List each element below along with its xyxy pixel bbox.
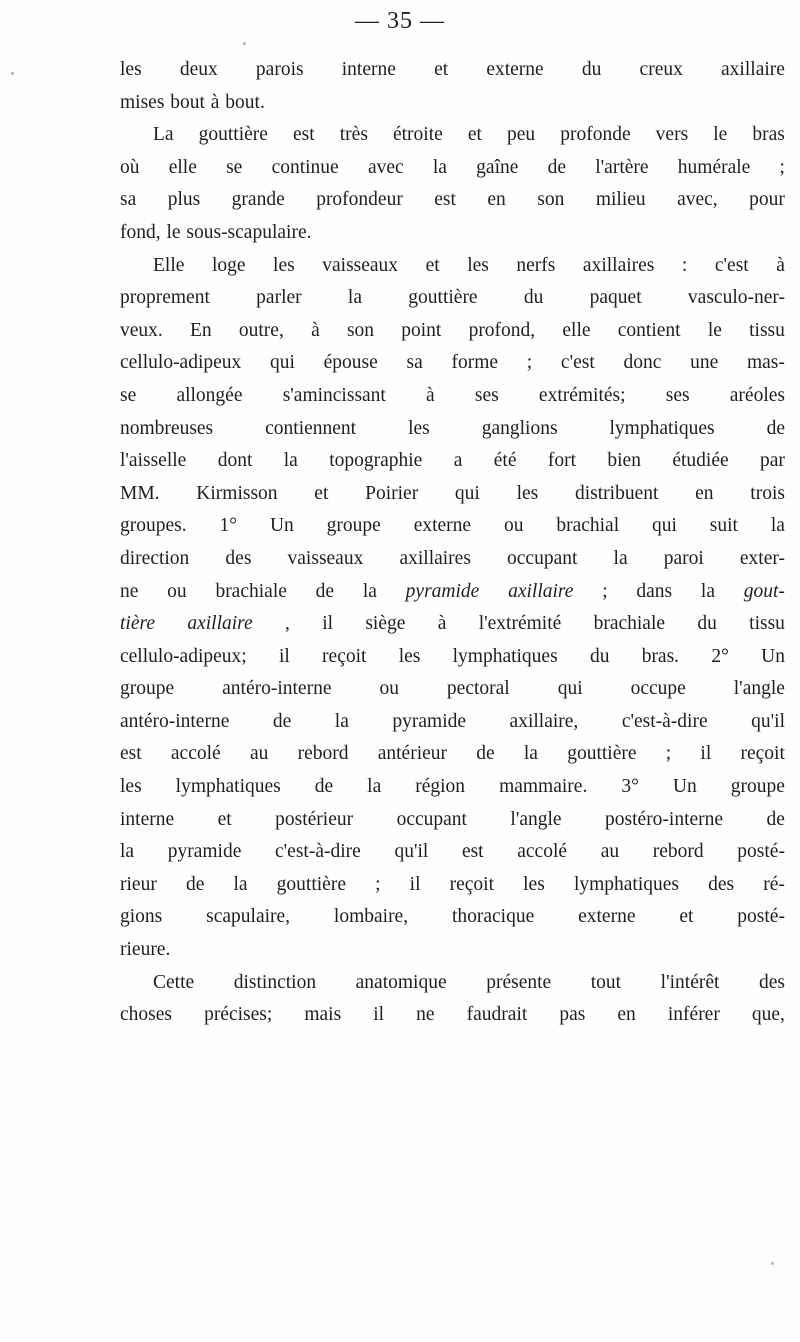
text-line: [120, 217, 785, 250]
word: mais: [304, 1004, 342, 1026]
word: gouttière: [408, 287, 478, 309]
word: se: [226, 156, 243, 178]
word: [187, 608, 252, 641]
text-line: [120, 119, 785, 152]
word: étudiée: [672, 450, 729, 472]
word: allongée: [176, 384, 243, 406]
word: été: [493, 450, 517, 472]
word: la: [367, 776, 382, 798]
word: peu: [506, 124, 536, 146]
word: Elle: [153, 254, 185, 276]
word: l'artère: [595, 156, 649, 178]
text-line: [120, 608, 785, 641]
word: ;: [665, 743, 672, 765]
text-line: [120, 478, 785, 511]
word: ,: [285, 613, 290, 635]
text-line: [120, 543, 785, 576]
word: reçoit: [740, 743, 785, 765]
word: très: [339, 124, 368, 146]
word: de: [272, 710, 292, 732]
word: bout.: [225, 91, 265, 113]
word: contient: [617, 319, 681, 341]
word: qui: [454, 482, 480, 504]
word: externe: [413, 515, 472, 537]
word: la: [233, 873, 248, 895]
word: lymphatiques: [452, 645, 558, 667]
word: et: [217, 808, 232, 830]
word: bras.: [641, 645, 680, 667]
word: les: [516, 482, 539, 504]
word: à: [437, 613, 447, 635]
word: de: [185, 873, 205, 895]
word: reçoit: [449, 873, 495, 895]
word: des: [708, 873, 735, 895]
word: axillaire,: [509, 710, 579, 732]
word: où: [120, 156, 140, 178]
word: siège: [365, 613, 406, 635]
word: le: [166, 221, 181, 243]
word: gaîne: [476, 156, 519, 178]
word: 3°: [621, 776, 639, 798]
word: ;: [779, 156, 785, 178]
word: accolé: [170, 743, 221, 765]
text-line: [120, 282, 785, 315]
word: tissu: [749, 613, 785, 635]
word: bien: [607, 450, 641, 472]
word: rieure.: [120, 939, 171, 961]
word: il: [373, 1004, 385, 1026]
word: les: [120, 59, 142, 80]
word: lombaire,: [333, 906, 409, 928]
word: Un: [761, 645, 785, 667]
word: distribuent: [574, 482, 659, 504]
word: mammaire.: [499, 776, 588, 798]
word: rebord: [297, 743, 349, 765]
text-line: [120, 315, 785, 348]
word: ou: [167, 580, 187, 602]
word: veux.: [120, 319, 163, 341]
word: anatomique: [355, 971, 447, 993]
word: du: [697, 613, 717, 635]
word: humérale: [677, 156, 751, 178]
word: externe: [578, 906, 636, 928]
word: la: [432, 156, 447, 178]
word: la: [613, 547, 628, 569]
word: région: [415, 776, 466, 798]
word: est: [461, 841, 484, 863]
word: de: [766, 808, 785, 830]
word: il: [278, 645, 290, 667]
word: paquet: [589, 287, 642, 309]
word: et: [679, 906, 694, 928]
word: ne: [120, 580, 139, 602]
word: bras: [752, 124, 785, 146]
word: posté-: [737, 841, 785, 863]
word: à: [311, 319, 320, 341]
word: de: [766, 417, 785, 439]
word: pectoral: [446, 678, 510, 700]
word: antéro-interne: [222, 678, 332, 700]
word: axillaires: [399, 547, 471, 569]
word: nerfs: [516, 254, 556, 276]
word: interne: [341, 59, 396, 80]
word: brachiale: [215, 580, 287, 602]
word: son: [537, 189, 565, 211]
word: La: [153, 124, 174, 146]
word: le: [707, 319, 722, 341]
text-line: [120, 510, 785, 543]
word: dont: [217, 450, 253, 472]
text-line: [120, 999, 785, 1032]
word: [508, 576, 573, 609]
word: du: [523, 287, 544, 309]
italic-term: tière: [120, 613, 156, 635]
word: avec,: [677, 189, 718, 211]
word: en: [487, 189, 506, 211]
word: bout: [170, 91, 205, 113]
text-line: [120, 54, 785, 87]
word: parois: [255, 59, 304, 80]
word: Poirier: [365, 482, 419, 504]
word: nombreuses: [120, 417, 214, 439]
word: occupant: [507, 547, 578, 569]
text-line: [120, 869, 785, 902]
word: vaisseaux: [287, 547, 364, 569]
word: extrémités;: [538, 384, 626, 406]
word: avec: [367, 156, 404, 178]
word: brachial: [556, 515, 620, 537]
word: il: [409, 873, 421, 895]
word: donc: [623, 352, 662, 374]
word: ganglions: [481, 417, 558, 439]
text-line: [120, 641, 785, 674]
italic-term: axillaire: [508, 580, 574, 602]
word: le: [713, 124, 728, 146]
word: se: [120, 384, 137, 406]
word: au: [600, 841, 620, 863]
word: point: [401, 319, 442, 341]
word: groupe: [730, 776, 785, 798]
word: lymphatiques: [175, 776, 281, 798]
word: s'amincissant: [282, 384, 386, 406]
word: trois: [750, 482, 785, 504]
word: à: [426, 384, 435, 406]
word: Kirmisson: [196, 482, 278, 504]
word: présente: [486, 971, 552, 993]
word: du: [589, 645, 610, 667]
word: son: [346, 319, 375, 341]
word: gouttière: [198, 124, 268, 146]
word: du: [581, 59, 602, 80]
word: qui: [270, 352, 295, 374]
word: accolé: [517, 841, 568, 863]
word: et: [434, 59, 449, 80]
paper-speck: [11, 72, 14, 75]
word: c'est: [560, 352, 595, 374]
word: pyramide: [167, 841, 242, 863]
word: topographie: [329, 450, 423, 472]
word: distinction: [233, 971, 317, 993]
word: ses: [474, 384, 499, 406]
word: pour: [749, 189, 785, 211]
word: deux: [179, 59, 218, 80]
text-line: [120, 184, 785, 217]
word: antéro-interne: [120, 710, 230, 732]
word: ou: [503, 515, 524, 537]
text-line: [120, 706, 785, 739]
word: des: [759, 971, 785, 993]
word: postéro-interne: [605, 808, 724, 830]
word: de: [314, 776, 334, 798]
word: groupes.: [120, 515, 187, 537]
word: c'est-à-dire: [275, 841, 361, 863]
word: cellulo-adipeux: [120, 352, 242, 374]
text-line: [120, 771, 785, 804]
italic-term: pyramide: [405, 580, 480, 602]
word: groupe: [120, 678, 175, 700]
word: profonde: [560, 124, 631, 146]
word: ne: [416, 1004, 435, 1026]
word: parler: [256, 287, 302, 309]
word: en: [695, 482, 714, 504]
word: choses: [120, 1004, 172, 1026]
word: antérieur: [377, 743, 448, 765]
text-line: [120, 250, 785, 283]
word: tissu: [749, 319, 785, 341]
word: est: [293, 124, 315, 146]
word: lymphatiques: [573, 873, 680, 895]
word: loge: [211, 254, 246, 276]
word: ou: [379, 678, 399, 700]
word: c'est-à-dire: [621, 710, 708, 732]
word: est: [120, 743, 142, 765]
word: occupant: [396, 808, 467, 830]
word: lymphatiques: [609, 417, 715, 439]
word: direction: [120, 547, 190, 569]
word: que,: [751, 1004, 785, 1026]
word: groupe: [326, 515, 381, 537]
word: vaisseaux: [322, 254, 399, 276]
word: est: [434, 189, 456, 211]
word: forme: [451, 352, 499, 374]
word: axillaire: [721, 59, 785, 80]
text-line: [120, 87, 785, 120]
word: à: [776, 254, 785, 276]
word: [744, 576, 785, 609]
word: l'extrémité: [478, 613, 562, 635]
text-line: [120, 380, 785, 413]
word: inférer: [667, 1004, 720, 1026]
italic-term: gout-: [743, 580, 785, 602]
word: la: [120, 841, 135, 863]
text-line: [120, 152, 785, 185]
text-line: [120, 576, 785, 609]
italic-term: axillaire: [187, 613, 253, 635]
word: par: [760, 450, 785, 472]
word: postérieur: [275, 808, 354, 830]
word: la: [283, 450, 298, 472]
word: à: [210, 91, 220, 113]
word: de: [315, 580, 335, 602]
word: reçoit: [322, 645, 367, 667]
word: vers: [655, 124, 689, 146]
word: dans: [636, 580, 673, 602]
word: rieur: [120, 873, 157, 895]
text-line: [120, 445, 785, 478]
word: Un: [269, 515, 294, 537]
word: cellulo-adipeux;: [120, 645, 247, 667]
word: l'angle: [510, 808, 562, 830]
word: sa: [120, 189, 137, 211]
word: pas: [559, 1004, 586, 1026]
word: [406, 576, 480, 609]
word: gouttière: [276, 873, 346, 895]
word: ;: [602, 580, 608, 602]
word: ses: [665, 384, 690, 406]
word: brachiale: [593, 613, 666, 635]
word: MM.: [120, 482, 160, 504]
word: des: [225, 547, 252, 569]
word: axillaires: [582, 254, 655, 276]
word: milieu: [595, 189, 646, 211]
page-number: — 35 —: [355, 8, 445, 34]
word: la: [347, 287, 362, 309]
word: épouse: [323, 352, 378, 374]
text-line: [120, 413, 785, 446]
word: :: [681, 254, 688, 276]
body-text: [120, 54, 785, 1032]
word: suit: [709, 515, 738, 537]
word: les: [398, 645, 421, 667]
paper-speck: [243, 42, 246, 45]
word: continue: [271, 156, 339, 178]
word: la: [362, 580, 377, 602]
word: [120, 608, 155, 641]
word: et: [314, 482, 329, 504]
word: 1°: [219, 515, 238, 537]
word: la: [523, 743, 538, 765]
word: de: [547, 156, 567, 178]
word: tout: [590, 971, 622, 993]
word: Un: [672, 776, 697, 798]
word: elle: [168, 156, 197, 178]
word: la: [700, 580, 715, 602]
word: 2°: [711, 645, 729, 667]
word: il: [322, 613, 334, 635]
text-line: [120, 804, 785, 837]
word: elle: [562, 319, 591, 341]
word: mas-: [746, 352, 785, 374]
paper-speck: [771, 1262, 774, 1265]
word: paroi: [663, 547, 704, 569]
word: posté-: [737, 906, 785, 928]
word: grande: [231, 189, 285, 211]
word: ré-: [763, 873, 785, 895]
word: interne: [120, 808, 175, 830]
text-line: [120, 836, 785, 869]
word: En: [190, 319, 212, 341]
word: en: [617, 1004, 636, 1026]
word: l'intérêt: [660, 971, 720, 993]
word: creux: [639, 59, 683, 80]
word: étroite: [392, 124, 443, 146]
word: les: [273, 254, 295, 276]
word: qui: [557, 678, 583, 700]
word: profond,: [468, 319, 536, 341]
word: faudrait: [466, 1004, 528, 1026]
word: aréoles: [729, 384, 785, 406]
word: les: [523, 873, 545, 895]
word: sous-scapulaire.: [186, 221, 312, 243]
word: occupe: [630, 678, 686, 700]
word: mises: [120, 91, 165, 113]
word: sa: [406, 352, 423, 374]
word: plus: [167, 189, 201, 211]
text-line: [120, 934, 785, 967]
word: proprement: [120, 287, 210, 309]
word: externe: [486, 59, 544, 80]
word: profondeur: [316, 189, 403, 211]
word: gions: [120, 906, 163, 928]
text-line: [120, 901, 785, 934]
word: et: [425, 254, 440, 276]
text-line: [120, 967, 785, 1000]
word: thoracique: [451, 906, 535, 928]
word: de: [476, 743, 495, 765]
word: qu'il: [751, 710, 785, 732]
word: il: [700, 743, 712, 765]
word: l'angle: [733, 678, 785, 700]
word: pyramide: [392, 710, 467, 732]
word: la: [770, 515, 785, 537]
word: une: [690, 352, 719, 374]
word: précises;: [204, 1004, 273, 1026]
word: la: [334, 710, 349, 732]
word: qu'il: [394, 841, 429, 863]
word: ;: [375, 873, 381, 895]
word: c'est: [714, 254, 749, 276]
word: les: [467, 254, 489, 276]
word: les: [408, 417, 430, 439]
word: les: [120, 776, 142, 798]
word: fort: [547, 450, 577, 472]
word: et: [467, 124, 482, 146]
word: qui: [652, 515, 677, 537]
word: fond,: [120, 221, 161, 243]
word: au: [249, 743, 269, 765]
word: ;: [526, 352, 533, 374]
text-line: [120, 673, 785, 706]
word: exter-: [739, 547, 785, 569]
word: a: [453, 450, 463, 472]
word: gouttière: [567, 743, 637, 765]
word: Cette: [153, 971, 195, 993]
word: vasculo-ner-: [687, 287, 785, 309]
word: scapulaire,: [206, 906, 291, 928]
text-line: [120, 738, 785, 771]
word: outre,: [238, 319, 284, 341]
word: rebord: [652, 841, 704, 863]
text-line: [120, 347, 785, 380]
word: contiennent: [265, 417, 357, 439]
word: l'aisselle: [120, 450, 187, 472]
